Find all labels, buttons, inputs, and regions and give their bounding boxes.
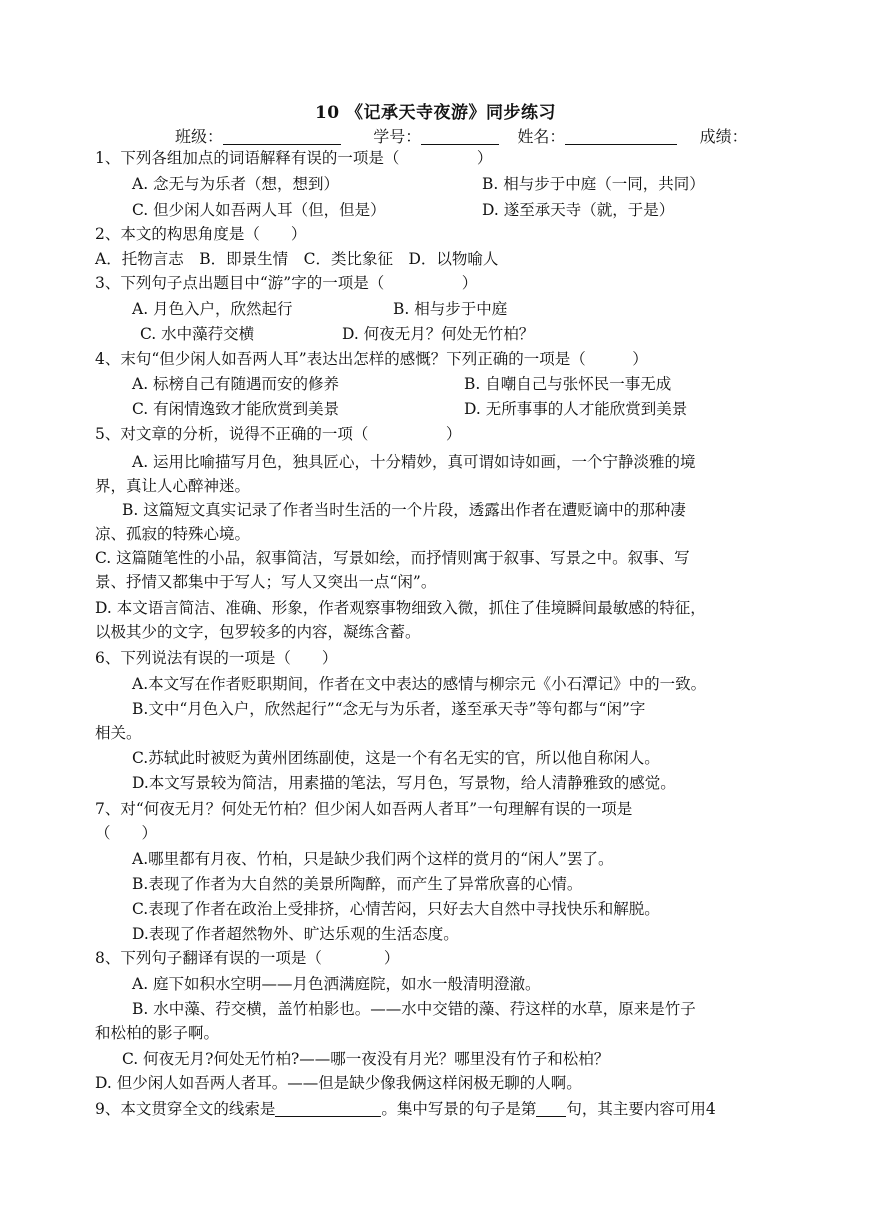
q1-option-c: C. 但少闲人如吾两人耳（但，但是）: [132, 201, 386, 219]
q4-option-b: B. 自嘲自己与张怀民一事无成: [464, 375, 672, 393]
score-label: 成绩：: [699, 127, 748, 146]
q3-option-a: A. 月色入户，欣然起行: [132, 300, 293, 318]
q6-option-d: D.本文写景较为简洁，用素描的笔法，写月色，写景物，给人清静雅致的感觉。: [132, 774, 676, 792]
q5-option-c-line1: C. 这篇随笔性的小品，叙事简洁，写景如绘，而抒情则寓于叙事、写景之中。叙事、写: [95, 549, 690, 567]
q1-stem: 1、下列各组加点的词语解释有误的一项是（ ）: [95, 149, 493, 167]
q1-option-d: D. 遂至承天寺（就，于是）: [482, 201, 675, 219]
q9-blank-sentence: [536, 1100, 566, 1117]
q6-option-b-line1: B.文中“月色入户，欣然起行”“念无与为乐者，遂至承天寺”等句都与“闲”字: [132, 700, 646, 718]
q5-option-a-line1: A. 运用比喻描写月色，独具匠心，十分精妙，真可谓如诗如画，一个宁静淡雅的境: [132, 453, 696, 471]
q5-option-c-line2: 景、抒情又都集中于写人；写人又突出一点“闲”。: [95, 573, 437, 591]
q8-option-b-line1: B. 水中藻、荇交横，盖竹柏影也。——水中交错的藻、荇这样的水草，原来是竹子: [132, 1000, 696, 1018]
q6-stem: 6、下列说法有误的一项是（ ）: [95, 649, 338, 667]
name-label: 姓名：: [517, 127, 566, 146]
q9-blank-clue: [275, 1100, 381, 1117]
q3-option-d: D. 何夜无月？何处无竹柏？: [342, 325, 535, 343]
q9-part3: 句，其主要内容可用4: [566, 1100, 716, 1118]
q9-part1: 9、本文贯穿全文的线索是: [95, 1100, 276, 1118]
student-id-blank: [421, 128, 499, 145]
class-blank: [223, 128, 341, 145]
q4-option-c: C. 有闲情逸致才能欣赏到美景: [132, 400, 340, 418]
student-id-label: 学号：: [373, 127, 422, 146]
q7-option-c: C.表现了作者在政治上受排挤，心情苦闷，只好去大自然中寻找快乐和解脱。: [132, 900, 660, 918]
q8-option-b-line2: 和松柏的影子啊。: [95, 1024, 220, 1042]
q2-stem: 2、本文的构思角度是（ ）: [95, 225, 307, 243]
worksheet-title: 10 《记承天寺夜游》同步练习: [314, 103, 557, 123]
q7-option-d: D.表现了作者超然物外、旷达乐观的生活态度。: [132, 925, 459, 943]
q3-option-b: B. 相与步于中庭: [393, 300, 508, 318]
q5-option-b-line2: 凉、孤寂的特殊心境。: [95, 525, 251, 543]
q5-option-d-line1: D. 本文语言简洁、准确、形象，作者观察事物细致入微，抓住了佳境瞬间最敏感的特征，: [95, 599, 706, 617]
q6-option-b-line2: 相关。: [95, 724, 142, 742]
q8-stem: 8、下列句子翻译有误的一项是（ ）: [95, 949, 400, 967]
q2-options: A．托物言志 B．即景生情 C．类比象征 D．以物喻人: [95, 250, 499, 268]
class-label: 班级：: [175, 127, 224, 146]
q7-option-b: B.表现了作者为大自然的美景所陶醉，而产生了异常欣喜的心情。: [132, 875, 583, 893]
q1-option-a: A. 念无与为乐者（想，想到）: [132, 175, 340, 193]
q4-option-a: A. 标榜自己有随遇而安的修养: [132, 375, 340, 393]
q9-part2: 。集中写景的句子是第: [381, 1100, 537, 1118]
q6-option-a: A.本文写在作者贬职期间，作者在文中表达的感情与柳宗元《小石潭记》中的一致。: [132, 675, 707, 693]
q4-stem: 4、末句“但少闲人如吾两人耳”表达出怎样的感慨？下列正确的一项是（ ）: [95, 350, 648, 368]
q6-option-c: C.苏轼此时被贬为黄州团练副使，这是一个有名无实的官，所以他自称闲人。: [132, 749, 660, 767]
q8-option-a: A. 庭下如积水空明——月色洒满庭院，如水一般清明澄澈。: [132, 975, 541, 993]
q5-option-a-line2: 界，真让人心醉神迷。: [95, 477, 251, 495]
q7-option-a: A.哪里都有月夜、竹柏，只是缺少我们两个这样的赏月的“闲人”罢了。: [132, 850, 614, 868]
q7-stem-line2: （ ）: [95, 824, 158, 842]
q3-option-c: C. 水中藻荇交横: [140, 325, 255, 343]
q1-option-b: B. 相与步于中庭（一同，共同）: [482, 175, 705, 193]
q4-option-d: D. 无所事事的人才能欣赏到美景: [464, 400, 688, 418]
name-blank: [565, 128, 677, 145]
q9-stem: [95, 1097, 716, 1121]
student-info-row: [175, 124, 748, 147]
q5-stem: 5、对文章的分析，说得不正确的一项（ ）: [95, 425, 462, 443]
q5-option-d-line2: 以极其少的文字，包罗较多的内容，凝练含蓄。: [95, 623, 421, 641]
q7-stem-line1: 7、对“何夜无月？何处无竹柏？但少闲人如吾两人者耳”一句理解有误的一项是: [95, 800, 633, 818]
q8-option-d: D. 但少闲人如吾两人者耳。——但是缺少像我俩这样闲极无聊的人啊。: [95, 1074, 582, 1092]
q5-option-b-line1: B. 这篇短文真实记录了作者当时生活的一个片段，透露出作者在遭贬谪中的那种凄: [122, 501, 686, 519]
q8-option-c: C. 何夜无月?何处无竹柏?——哪一夜没有月光？哪里没有竹子和松柏？: [122, 1050, 610, 1068]
q3-stem: 3、下列句子点出题目中“游”字的一项是（ ）: [95, 274, 478, 292]
